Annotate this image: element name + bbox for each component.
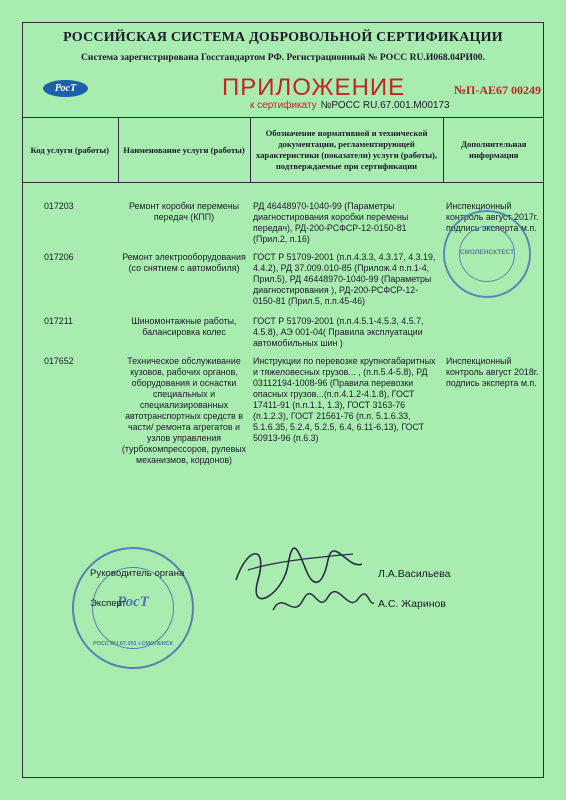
document-title: РОССИЙСКАЯ СИСТЕМА ДОБРОВОЛЬНОЙ СЕРТИФИКАЦИИ [63,30,503,45]
row-docs: Инструкции по перевозке крупногабаритных и тяжеловесных грузов... , (п.п.5.4-5.8), РД 03112194-1008-96 (Правила перевозки опасных грузов...(п.п.4.1.2-4.1.8), ГОСТ 17411-91 (п.п.1.1, 1.3), ГОСТ 3163-76 (п.1.2.3), ГОСТ 21561-76 (п.п. 5.1.6.33, 5.1.6.35, 5.2.4, 5.2.5, 6.4, 6.11-6.13), ГОСТ 50913-96 (п.6.3) [253,356,436,443]
small-stamp-text: СМОЛЕНСКТЕСТ [459,249,515,256]
row-code: 017203 [44,201,74,211]
row-docs: ГОСТ Р 51709-2001 (п.п.4.3.3, 4.3.17, 4.3.19, 4.4.2), РД 37.009.010-85 (Прилож.4 п.п.1-4, Прил.5), РД 46448970-1040-99 (Параметры диагностирования ), РД-200-РСФСР-12-0150-81 (Прил.5, п.п.45-46) [253,252,436,306]
row-code: 017652 [44,356,74,366]
row-name: Шиномонтажные работы, балансировка колес [131,316,237,337]
expert-name: А.С. Жаринов [378,598,446,610]
table-header-row [22,118,544,183]
expert-signature-label: Эксперт [90,598,127,609]
row-docs: РД 46448970-1040-99 (Параметры диагностирования коробки перемены передач), РД-200-РСФСР-12-0150-81 (Прил.2, п.16) [253,201,409,244]
row-info: Инспекционный контроль август 2017г. подпись эксперта м.п. [446,201,539,233]
header-docs: Обозначение нормативной и технической документации, регламентирующей характеристики (показатели) услуги (работы), подтверждаемые при сертификации [250,118,443,183]
certificate-number: №РОСС RU.67.001.М00173 [320,100,450,111]
header-code: Код услуги (работы) [22,118,118,183]
certificate-reference [250,100,450,111]
rost-logo-icon: РосТ [43,80,88,97]
row-info [443,313,544,353]
table-row [22,313,544,353]
header-name: Наименование услуги (работы) [118,118,250,183]
row-info: Инспекционный контроль август 2018г. подпись эксперта м.п. [446,356,539,388]
head-name: Л.А.Васильева [378,568,451,580]
row-name: Техническое обслуживание кузовов, рабочих органов, оборудования и оснастки специальных и специализированных автотранспортных средств в части/ ремонта агрегатов и узлов управления (турбокомпрессоров, рулевых механизмов, кордонов) [121,356,247,465]
table-row [22,353,544,470]
big-stamp-logo: РосТ [117,594,149,610]
header-info: Дополнительная информация [443,118,544,183]
small-stamp-seal [443,210,531,298]
row-docs: ГОСТ Р 51709-2001 (п.п.4.5.1-4.5.3, 4.5.7, 4.5.8), АЭ 001-04( Правила эксплуатации автомобильных шин ) [253,316,424,348]
expert-signature-icon [268,585,378,625]
certificate-prefix: к сертификату [250,100,317,111]
appendix-title: ПРИЛОЖЕНИЕ [222,74,406,101]
head-signature-label: Руководитель органа [90,568,185,579]
registration-line: Система зарегистрирована Госстандартом РФ. Регистрационный № РОСС RU.И068.04РИ00. [81,52,485,63]
appendix-number: №П-АЕ67 00249 [454,83,542,97]
row-code: 017206 [44,252,74,262]
row-name: Ремонт электрооборудования (со снятием с автомобиля) [122,252,246,273]
row-code: 017211 [44,316,73,326]
services-table [22,117,544,470]
row-name: Ремонт коробки перемены передач (КПП) [128,201,240,222]
big-stamp-text: РОСС RU.67.001 г.СМОЛЕНСК [93,641,173,647]
